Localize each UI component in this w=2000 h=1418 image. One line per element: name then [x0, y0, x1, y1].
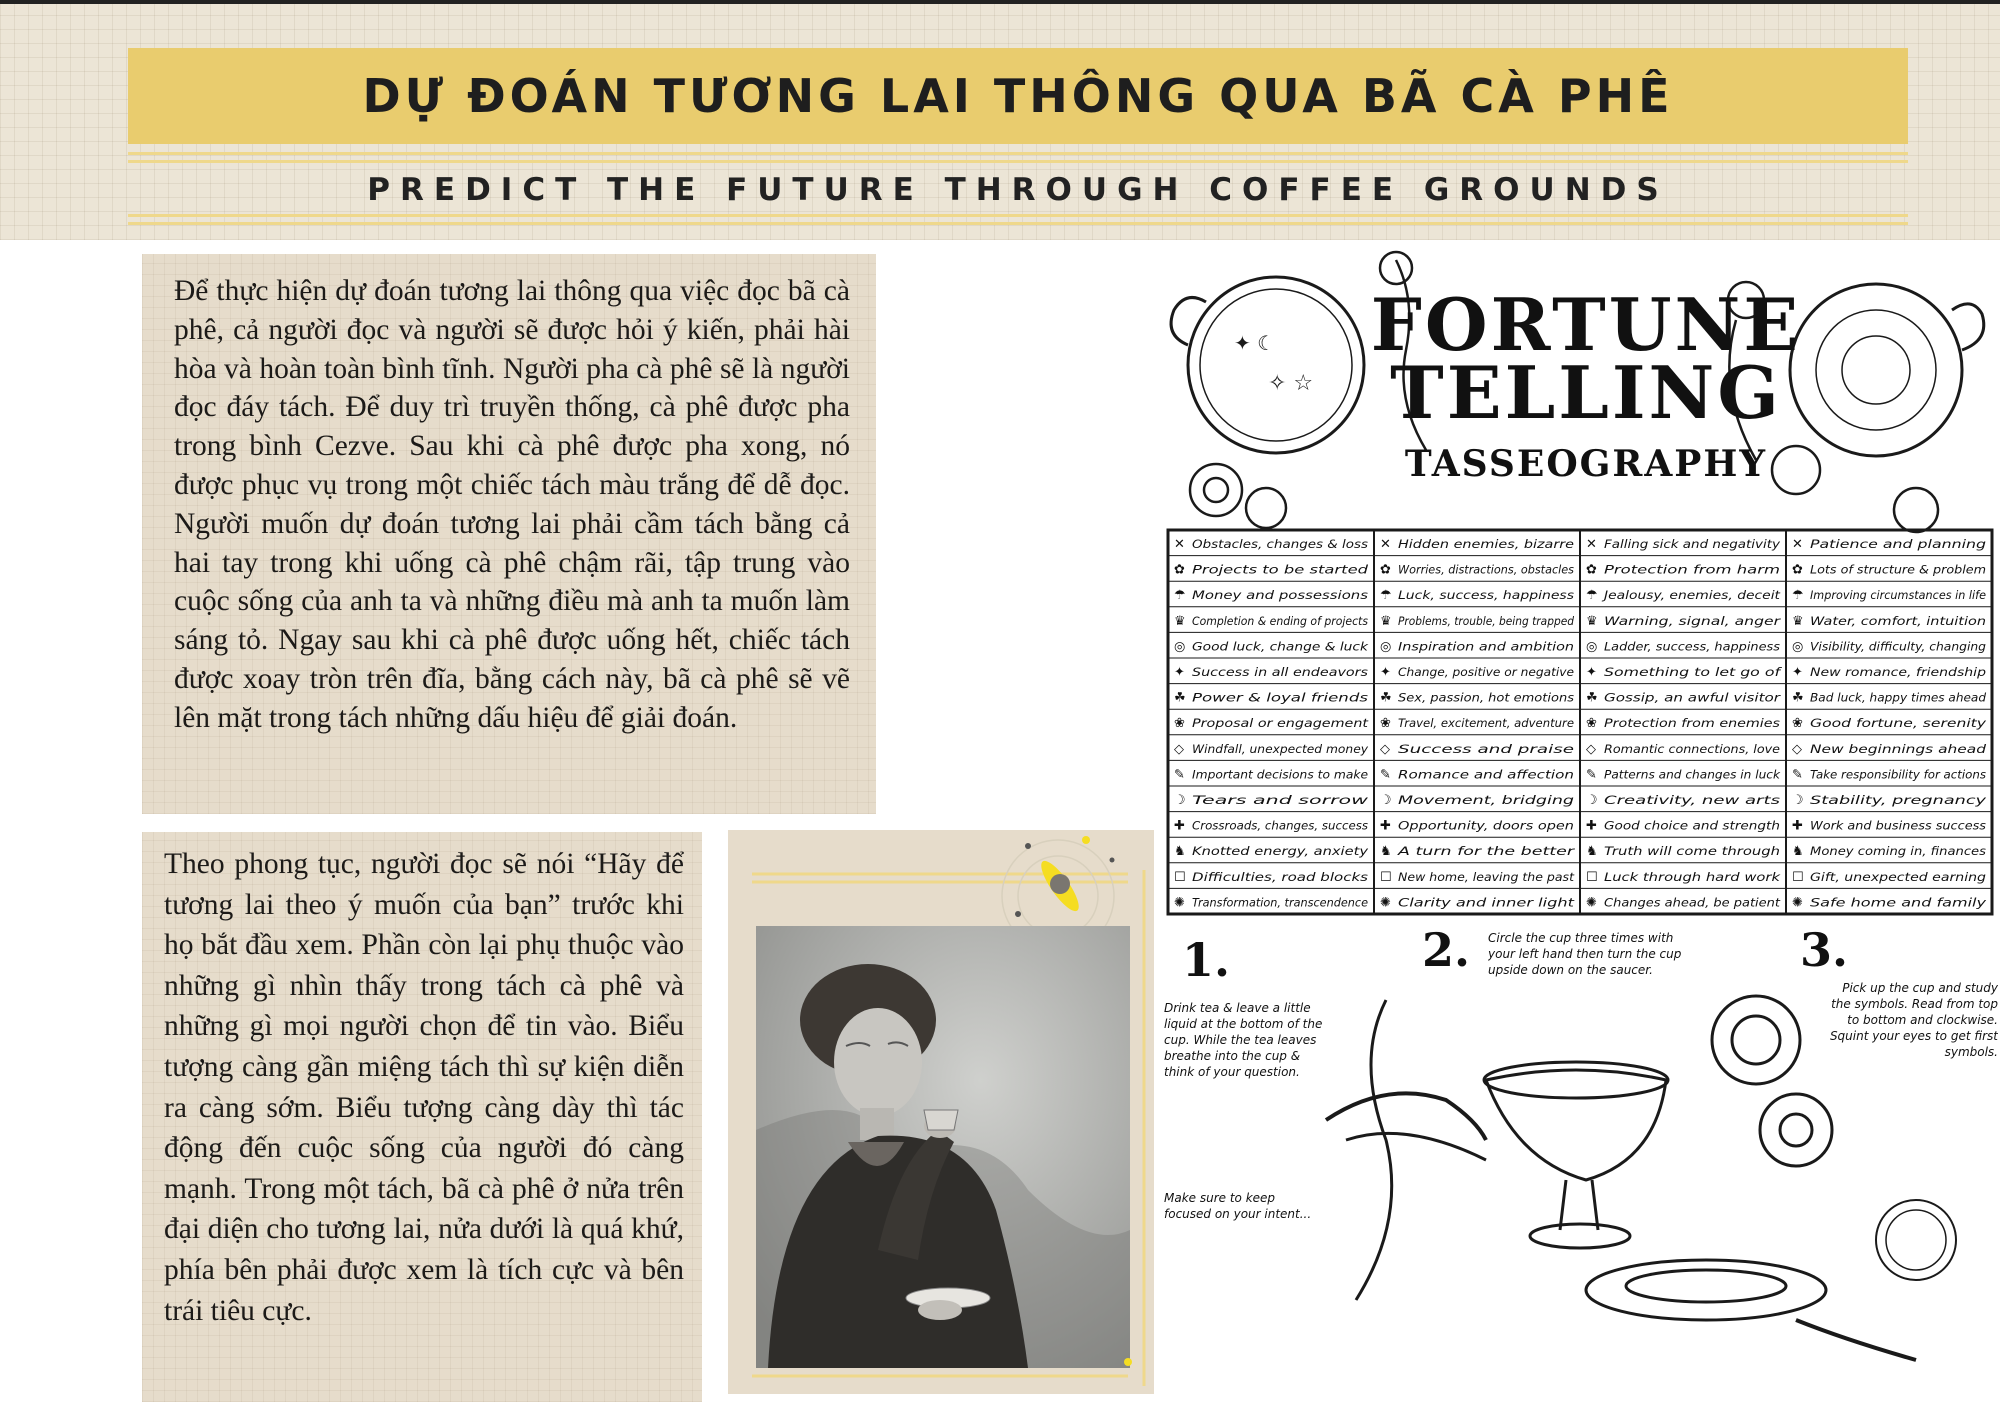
symbol-meaning-text: Gift, unexpected earning [1810, 869, 1986, 884]
symbol-meaning-text: Movement, bridging [1398, 793, 1574, 807]
symbol-glyph-icon: ❀ [1380, 716, 1391, 732]
fortune-telling-poster [1156, 240, 2000, 1414]
symbol-glyph-icon: ✺ [1792, 895, 1803, 911]
symbol-meaning-text: Tears and sorrow [1192, 793, 1370, 807]
symbol-meaning-text: Knotted energy, anxiety [1192, 844, 1369, 859]
symbol-glyph-icon: ✕ [1380, 537, 1391, 552]
symbol-meaning-text: Visibility, difficulty, changing [1810, 639, 1986, 654]
symbol-glyph-icon: ♛ [1586, 613, 1598, 629]
symbol-glyph-icon: ✦ [1792, 665, 1803, 680]
symbol-glyph-icon: ♛ [1792, 613, 1804, 629]
step-3-number: 3. [1800, 923, 1849, 977]
symbol-meaning-text: Obstacles, changes & loss [1192, 537, 1368, 551]
symbol-glyph-icon: ◎ [1792, 639, 1804, 655]
decorative-stripe [128, 214, 1908, 217]
symbol-meaning-text: Clarity and inner light [1398, 895, 1575, 910]
symbol-glyph-icon: ✕ [1174, 537, 1185, 552]
symbol-meaning-text: New beginnings ahead [1810, 741, 1987, 756]
symbol-glyph-icon: ✚ [1792, 818, 1803, 834]
symbol-glyph-icon: ✎ [1174, 767, 1185, 783]
symbol-meaning-text: Travel, excitement, adventure [1398, 716, 1574, 731]
text-box-1 [142, 254, 876, 814]
decorative-stripe [128, 152, 1908, 155]
symbol-glyph-icon: ☽ [1380, 793, 1392, 808]
symbol-glyph-icon: ♛ [1380, 613, 1392, 629]
symbol-glyph-icon: ◇ [1174, 741, 1184, 757]
step-1-number: 1. [1182, 933, 1231, 987]
symbol-meaning-text: Protection from harm [1604, 562, 1780, 577]
symbol-meaning-text: Truth will come through [1604, 844, 1780, 859]
symbol-meaning-text: Completion & ending of projects [1192, 613, 1368, 628]
symbol-meaning-text: Patterns and changes in luck [1604, 767, 1782, 782]
symbol-glyph-icon: ✦ [1586, 665, 1597, 680]
symbol-glyph-icon: ☐ [1174, 869, 1186, 885]
symbol-glyph-icon: ☐ [1380, 869, 1392, 885]
symbol-meaning-text: Sex, passion, hot emotions [1398, 690, 1574, 705]
symbol-meaning-text: Worries, distractions, obstacles [1398, 562, 1575, 577]
title-bar [128, 48, 1908, 144]
symbol-meaning-text: New home, leaving the past [1398, 869, 1575, 884]
symbol-meaning-text: Crossroads, changes, success [1192, 818, 1368, 833]
symbol-meaning-text: Warning, signal, anger [1604, 613, 1782, 628]
symbol-meaning-text: Change, positive or negative [1398, 665, 1574, 679]
symbol-glyph-icon: ♛ [1174, 613, 1186, 629]
symbol-meaning-text: Take responsibility for actions [1810, 767, 1987, 782]
symbol-glyph-icon: ◇ [1586, 741, 1596, 757]
poster-title-line3: TASSEOGRAPHY [1404, 443, 1768, 485]
symbol-glyph-icon: ✺ [1174, 895, 1185, 911]
symbol-meaning-text: Luck, success, happiness [1398, 588, 1575, 603]
symbol-glyph-icon: ✿ [1174, 562, 1185, 578]
symbol-glyph-icon: ☂ [1174, 588, 1186, 604]
step-1-text: Drink tea & leave a little liquid at the bottom of the cup. While the tea leaves breathe into the cup & think of your question. [1164, 1001, 1323, 1079]
symbol-meaning-text: Ladder, success, happiness [1604, 639, 1781, 654]
symbol-glyph-icon: ☐ [1586, 869, 1598, 885]
symbol-glyph-icon: ✺ [1380, 895, 1391, 911]
symbol-glyph-icon: ✎ [1792, 767, 1803, 783]
symbol-meaning-text: Problems, trouble, being trapped [1398, 613, 1575, 628]
symbol-glyph-icon: ✚ [1380, 818, 1391, 834]
decorative-stripe [128, 160, 1908, 163]
symbol-meaning-text: Something to let go of [1604, 665, 1783, 679]
poster-title-line2: TELLING [1390, 350, 1782, 435]
symbol-meaning-text: Money coming in, finances [1810, 844, 1986, 859]
symbol-glyph-icon: ✺ [1586, 895, 1597, 911]
symbol-glyph-icon: ✚ [1586, 818, 1597, 834]
symbol-meaning-text: Romantic connections, love [1604, 741, 1780, 756]
symbol-glyph-icon: ☂ [1586, 588, 1598, 604]
symbol-meaning-text: Creativity, new arts [1604, 793, 1780, 807]
svg-text:✧ ☆: ✧ ☆ [1268, 371, 1314, 396]
symbol-glyph-icon: ☽ [1174, 793, 1186, 808]
svg-text:✦ ☾: ✦ ☾ [1234, 331, 1276, 355]
step-2-number: 2. [1422, 923, 1471, 977]
poster-title-line1: FORTUNE [1370, 282, 1802, 367]
symbol-meaning-text: Work and business success [1810, 818, 1986, 833]
symbol-glyph-icon: ✎ [1380, 767, 1391, 783]
symbol-meaning-text: Good fortune, serenity [1810, 716, 1987, 731]
decorative-stripe [128, 222, 1908, 225]
symbol-meaning-text: Safe home and family [1810, 895, 1987, 910]
step-3-text: Pick up the cup and study the symbols. Read from top to bottom and clockwise. Squint your eyes to get first symbols. [1829, 981, 1998, 1059]
symbol-glyph-icon: ❀ [1586, 716, 1597, 732]
symbol-meaning-text: Protection from enemies [1604, 716, 1780, 731]
symbol-glyph-icon: ✿ [1586, 562, 1597, 578]
symbol-meaning-text: Success in all endeavors [1192, 665, 1369, 679]
symbol-glyph-icon: ☂ [1792, 588, 1804, 604]
symbol-glyph-icon: ❀ [1174, 716, 1185, 732]
symbol-meaning-text: Good luck, change & luck [1192, 639, 1370, 654]
symbol-glyph-icon: ♞ [1380, 844, 1392, 860]
symbol-table [1168, 530, 1992, 914]
symbol-glyph-icon: ✕ [1792, 537, 1803, 552]
symbol-meaning-text: Good choice and strength [1604, 818, 1780, 833]
symbol-meaning-text: New romance, friendship [1810, 665, 1986, 679]
symbol-glyph-icon: ❀ [1792, 716, 1803, 732]
symbol-meaning-text: Jealousy, enemies, deceit [1601, 588, 1781, 603]
symbol-glyph-icon: ✕ [1586, 537, 1597, 552]
reminder-text: Make sure to keep focused on your intent... [1164, 1191, 1312, 1221]
symbol-meaning-text: Important decisions to make [1192, 767, 1368, 782]
symbol-glyph-icon: ☘ [1174, 690, 1186, 706]
symbol-meaning-text: Success and praise [1398, 741, 1574, 756]
symbol-glyph-icon: ✿ [1792, 562, 1803, 578]
symbol-glyph-icon: ◎ [1174, 639, 1186, 655]
symbol-meaning-text: A turn for the better [1396, 844, 1576, 859]
symbol-glyph-icon: ✚ [1174, 818, 1185, 834]
symbol-glyph-icon: ◎ [1380, 639, 1392, 655]
symbol-glyph-icon: ◇ [1380, 741, 1390, 757]
symbol-glyph-icon: ✎ [1586, 767, 1597, 783]
page-title: DỰ ĐOÁN TƯƠNG LAI THÔNG QUA BÃ CÀ PHÊ [362, 69, 1674, 123]
header-banner [0, 4, 2000, 240]
symbol-glyph-icon: ◎ [1586, 639, 1598, 655]
symbol-meaning-text: Patience and planning [1810, 537, 1986, 551]
symbol-meaning-text: Hidden enemies, bizarre [1398, 537, 1574, 551]
symbol-glyph-icon: ◇ [1792, 741, 1802, 757]
symbol-meaning-text: Changes ahead, be patient [1604, 895, 1781, 910]
paragraph-2: Theo phong tục, người đọc sẽ nói “Hãy để tương lai theo ý muốn của bạn” trước khi họ bắt đầu xem. Phần còn lại phụ thuộc vào những gì nhìn thấy trong tách cà phê và những gì mọi người chọn để tin vào. Biểu tượng càng gần miệng tách thì sự kiện diễn ra càng sớm. Biểu tượng càng dày thì tác động đến cuộc sống của người đó càng mạnh. Trong một tách, bã cà phê ở nửa trên đại diện cho tương lai, nửa dưới là quá khứ, phía bên phải được xem là tích cực và bên trái tiêu cực. [164, 848, 684, 1327]
symbol-meaning-text: Romance and affection [1398, 767, 1574, 782]
tasseography-chart [1156, 240, 2000, 1414]
woman-drinking-coffee-illustration [728, 830, 1154, 1394]
symbol-meaning-text: Proposal or engagement [1192, 716, 1369, 731]
symbol-glyph-icon: ✦ [1174, 665, 1185, 680]
symbol-meaning-text: Stability, pregnancy [1810, 793, 1987, 807]
step-2-text: Circle the cup three times with your left hand then turn the cup upside down on the saucer. [1488, 931, 1682, 977]
symbol-meaning-text: Lots of structure & problem [1810, 562, 1986, 577]
symbol-meaning-text: Improving circumstances in life [1810, 588, 1986, 603]
symbol-glyph-icon: ✦ [1380, 665, 1391, 680]
symbol-glyph-icon: ✿ [1380, 562, 1391, 578]
symbol-glyph-icon: ☽ [1586, 793, 1598, 808]
symbol-glyph-icon: ♞ [1174, 844, 1186, 860]
symbol-meaning-text: Bad luck, happy times ahead [1810, 690, 1987, 705]
symbol-meaning-text: Power & loyal friends [1192, 690, 1368, 705]
symbol-meaning-text: Falling sick and negativity [1604, 537, 1781, 551]
symbol-meaning-text: Gossip, an awful visitor [1604, 690, 1782, 705]
symbol-meaning-text: Transformation, transcendence [1192, 895, 1368, 910]
symbol-meaning-text: Opportunity, doors open [1398, 818, 1574, 833]
symbol-meaning-text: Inspiration and ambition [1398, 639, 1574, 654]
symbol-meaning-text: Difficulties, road blocks [1192, 869, 1368, 884]
page-subtitle: PREDICT THE FUTURE THROUGH COFFEE GROUNDS [367, 172, 1669, 208]
symbol-glyph-icon: ☘ [1792, 690, 1804, 706]
symbol-glyph-icon: ♞ [1792, 844, 1804, 860]
vintage-photo-frame [728, 830, 1154, 1394]
symbol-meaning-text: Projects to be started [1192, 562, 1369, 577]
symbol-glyph-icon: ☐ [1792, 869, 1804, 885]
symbol-meaning-text: Luck through hard work [1604, 869, 1782, 884]
symbol-glyph-icon: ♞ [1586, 844, 1598, 860]
symbol-meaning-text: Windfall, unexpected money [1192, 741, 1369, 756]
symbol-meaning-text: Water, comfort, intuition [1810, 613, 1986, 628]
symbol-meaning-text: Money and possessions [1192, 588, 1369, 603]
paragraph-1: Để thực hiện dự đoán tương lai thông qua việc đọc bã cà phê, cả người đọc và người sẽ được hỏi ý kiến, phải hài hòa và hoàn toàn bình tĩnh. Người pha cà phê sẽ là người đọc đáy tách. Để duy trì truyền thống, cà phê được pha trong bình Cezve. Sau khi cà phê được pha xong, nó được phục vụ trong một chiếc tách màu trắng để dễ đọc. Người muốn dự đoán tương lai phải cầm tách bằng cả hai tay trong khi uống cà phê chậm rãi, tập trung vào cuộc sống của anh ta và những điều mà anh ta muốn làm sáng tỏ. Ngay sau khi cà phê được uống hết, chiếc tách được xoay tròn trên đĩa, bằng cách này, bã cà phê sẽ vẽ lên mặt trong tách những dấu hiệu để giải đoán. [174, 275, 850, 734]
text-box-2 [142, 832, 702, 1402]
symbol-glyph-icon: ☘ [1380, 690, 1392, 706]
symbol-glyph-icon: ☽ [1792, 793, 1804, 808]
symbol-glyph-icon: ☂ [1380, 588, 1392, 604]
symbol-glyph-icon: ☘ [1586, 690, 1598, 706]
